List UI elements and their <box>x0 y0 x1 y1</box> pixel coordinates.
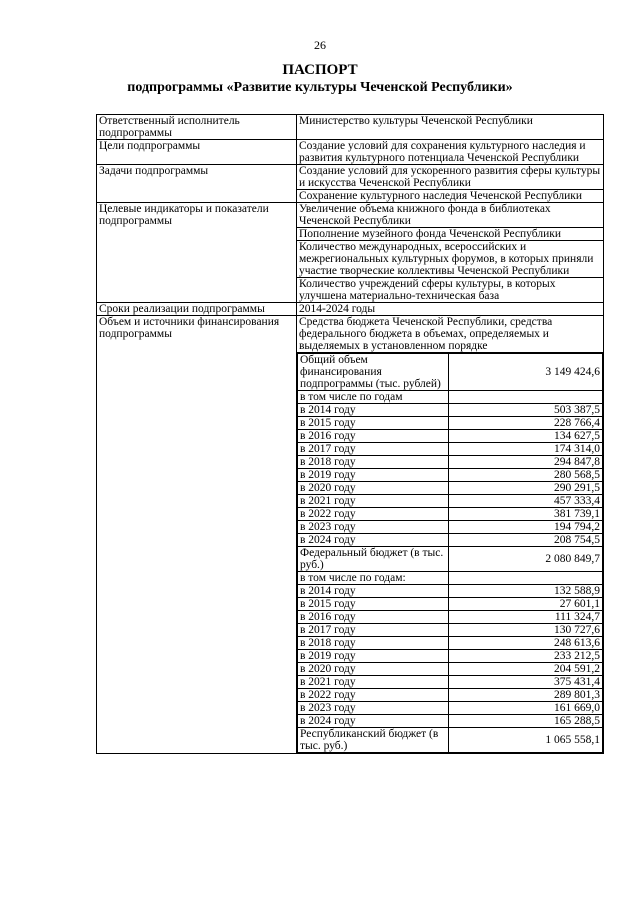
federal-by-years-caption-label: в том числе по годам: <box>298 572 449 585</box>
federal-year-row-label: в 2014 году <box>298 585 449 598</box>
federal-year-row-value: 289 801,3 <box>449 689 603 702</box>
indicator-item: Пополнение музейного фонда Чеченской Республики <box>297 228 604 241</box>
federal-year-row-value: 375 431,4 <box>449 676 603 689</box>
financing-regional <box>298 728 603 753</box>
total-year-row-value: 457 333,4 <box>449 495 603 508</box>
federal-year-row-value: 233 212,5 <box>449 650 603 663</box>
indicator-item: Увеличение объема книжного фонда в библиотеках Чеченской Республики <box>297 203 604 228</box>
document-subtitle: подпрограммы «Развитие культуры Чеченской Республики» <box>127 80 513 95</box>
indicators-label: Целевые индикаторы и показатели подпрограммы <box>97 203 297 303</box>
total-year-row <box>298 508 603 521</box>
federal-year-row <box>298 624 603 637</box>
federal-year-row <box>298 689 603 702</box>
federal-year-row <box>298 598 603 611</box>
federal-year-row <box>298 650 603 663</box>
financing-federal-value: 2 080 849,7 <box>449 547 603 572</box>
goals-label: Цели подпрограммы <box>97 140 297 165</box>
total-year-row-label: в 2020 году <box>298 482 449 495</box>
terms-label: Сроки реализации подпрограммы <box>97 303 297 316</box>
total-year-row <box>298 443 603 456</box>
federal-year-row-label: в 2015 году <box>298 598 449 611</box>
financing-label-continued <box>97 353 297 754</box>
total-by-years-caption <box>298 391 603 404</box>
total-year-row-value: 503 387,5 <box>449 404 603 417</box>
executor-value: Министерство культуры Чеченской Республики <box>297 115 604 140</box>
financing-regional-value: 1 065 558,1 <box>449 728 603 753</box>
terms-value: 2014-2024 годы <box>297 303 604 316</box>
total-year-row <box>298 482 603 495</box>
document-title: ПАСПОРТ <box>282 62 358 78</box>
total-year-row <box>298 417 603 430</box>
task-item: Сохранение культурного наследия Чеченской Республики <box>297 190 604 203</box>
total-year-row-value: 174 314,0 <box>449 443 603 456</box>
total-year-row-value: 290 291,5 <box>449 482 603 495</box>
financing-table-body <box>298 354 603 753</box>
federal-year-row-value: 130 727,6 <box>449 624 603 637</box>
total-year-row-label: в 2014 году <box>298 404 449 417</box>
executor-row <box>97 115 604 140</box>
federal-year-row <box>298 715 603 728</box>
federal-year-row-label: в 2021 году <box>298 676 449 689</box>
tasks-label: Задачи подпрограммы <box>97 165 297 203</box>
financing-total-value: 3 149 424,6 <box>449 354 603 391</box>
federal-year-row-label: в 2016 году <box>298 611 449 624</box>
total-year-row-label: в 2022 году <box>298 508 449 521</box>
financing-total <box>298 354 603 391</box>
goals-row <box>97 140 604 165</box>
total-by-years-caption-label: в том числе по годам <box>298 391 449 404</box>
indicator-item: Количество учреждений сферы культуры, в которых улучшена материально-техническая база <box>297 278 604 303</box>
total-year-row <box>298 404 603 417</box>
federal-year-row-label: в 2024 году <box>298 715 449 728</box>
total-year-row-label: в 2016 году <box>298 430 449 443</box>
federal-by-years-caption <box>298 572 603 585</box>
total-year-row-label: в 2019 году <box>298 469 449 482</box>
federal-year-row <box>298 676 603 689</box>
goals-value: Создание условий для сохранения культурного наследия и развития культурного потенциала Чеченской Республики <box>297 140 604 165</box>
total-year-row-value: 280 568,5 <box>449 469 603 482</box>
federal-year-row-label: в 2022 году <box>298 689 449 702</box>
federal-year-row <box>298 637 603 650</box>
federal-year-row <box>298 702 603 715</box>
financing-total-label: Общий объем финансирования подпрограммы (тыс. рублей) <box>298 354 449 391</box>
total-year-row <box>298 469 603 482</box>
federal-year-row-label: в 2017 году <box>298 624 449 637</box>
page-number: 26 <box>314 38 326 52</box>
financing-federal <box>298 547 603 572</box>
total-year-row-label: в 2015 году <box>298 417 449 430</box>
financing-row <box>97 316 604 353</box>
financing-label: Объем и источники финансирования подпрограммы <box>97 316 297 353</box>
total-year-row-value: 381 739,1 <box>449 508 603 521</box>
task-item: Создание условий для ускоренного развития сферы культуры и искусства Чеченской Республики <box>297 165 604 190</box>
total-year-row <box>298 521 603 534</box>
total-year-row-value: 134 627,5 <box>449 430 603 443</box>
federal-year-row <box>298 663 603 676</box>
financing-intro: Средства бюджета Чеченской Республики, средства федерального бюджета в объемах, определяемых и выделяемых в установленном порядке <box>297 316 604 353</box>
total-year-row-label: в 2017 году <box>298 443 449 456</box>
federal-year-row-value: 204 591,2 <box>449 663 603 676</box>
federal-year-row-label: в 2023 году <box>298 702 449 715</box>
total-by-years-caption-value <box>449 391 603 404</box>
total-year-row-label: в 2021 году <box>298 495 449 508</box>
total-year-row <box>298 456 603 469</box>
total-year-row <box>298 430 603 443</box>
indicators-row <box>97 203 604 228</box>
financing-federal-label: Федеральный бюджет (в тыс. руб.) <box>298 547 449 572</box>
total-year-row-value: 228 766,4 <box>449 417 603 430</box>
financing-regional-label: Республиканский бюджет (в тыс. руб.) <box>298 728 449 753</box>
total-year-row <box>298 534 603 547</box>
total-year-row-label: в 2023 году <box>298 521 449 534</box>
financing-detail-row <box>97 353 604 754</box>
federal-year-row-value: 161 669,0 <box>449 702 603 715</box>
federal-by-years-caption-value <box>449 572 603 585</box>
terms-row <box>97 303 604 316</box>
federal-year-row-value: 111 324,7 <box>449 611 603 624</box>
federal-year-row-label: в 2019 году <box>298 650 449 663</box>
total-year-row-label: в 2018 году <box>298 456 449 469</box>
passport-table <box>96 114 604 754</box>
federal-year-row <box>298 585 603 598</box>
executor-label: Ответственный исполнитель подпрограммы <box>97 115 297 140</box>
financing-detail-cell <box>297 353 604 754</box>
federal-year-row-label: в 2018 году <box>298 637 449 650</box>
total-year-row-value: 208 754,5 <box>449 534 603 547</box>
total-year-row-label: в 2024 году <box>298 534 449 547</box>
financing-table <box>297 353 603 753</box>
total-year-row <box>298 495 603 508</box>
total-year-row-value: 294 847,8 <box>449 456 603 469</box>
federal-year-row-value: 165 288,5 <box>449 715 603 728</box>
federal-year-row-label: в 2020 году <box>298 663 449 676</box>
federal-year-row-value: 248 613,6 <box>449 637 603 650</box>
federal-year-row-value: 132 588,9 <box>449 585 603 598</box>
total-year-row-value: 194 794,2 <box>449 521 603 534</box>
indicator-item: Количество международных, всероссийских и межрегиональных культурных форумов, в которых приняли участие творческие коллективы Чеченской Республики <box>297 241 604 278</box>
tasks-row <box>97 165 604 190</box>
federal-year-row-value: 27 601,1 <box>449 598 603 611</box>
federal-year-row <box>298 611 603 624</box>
